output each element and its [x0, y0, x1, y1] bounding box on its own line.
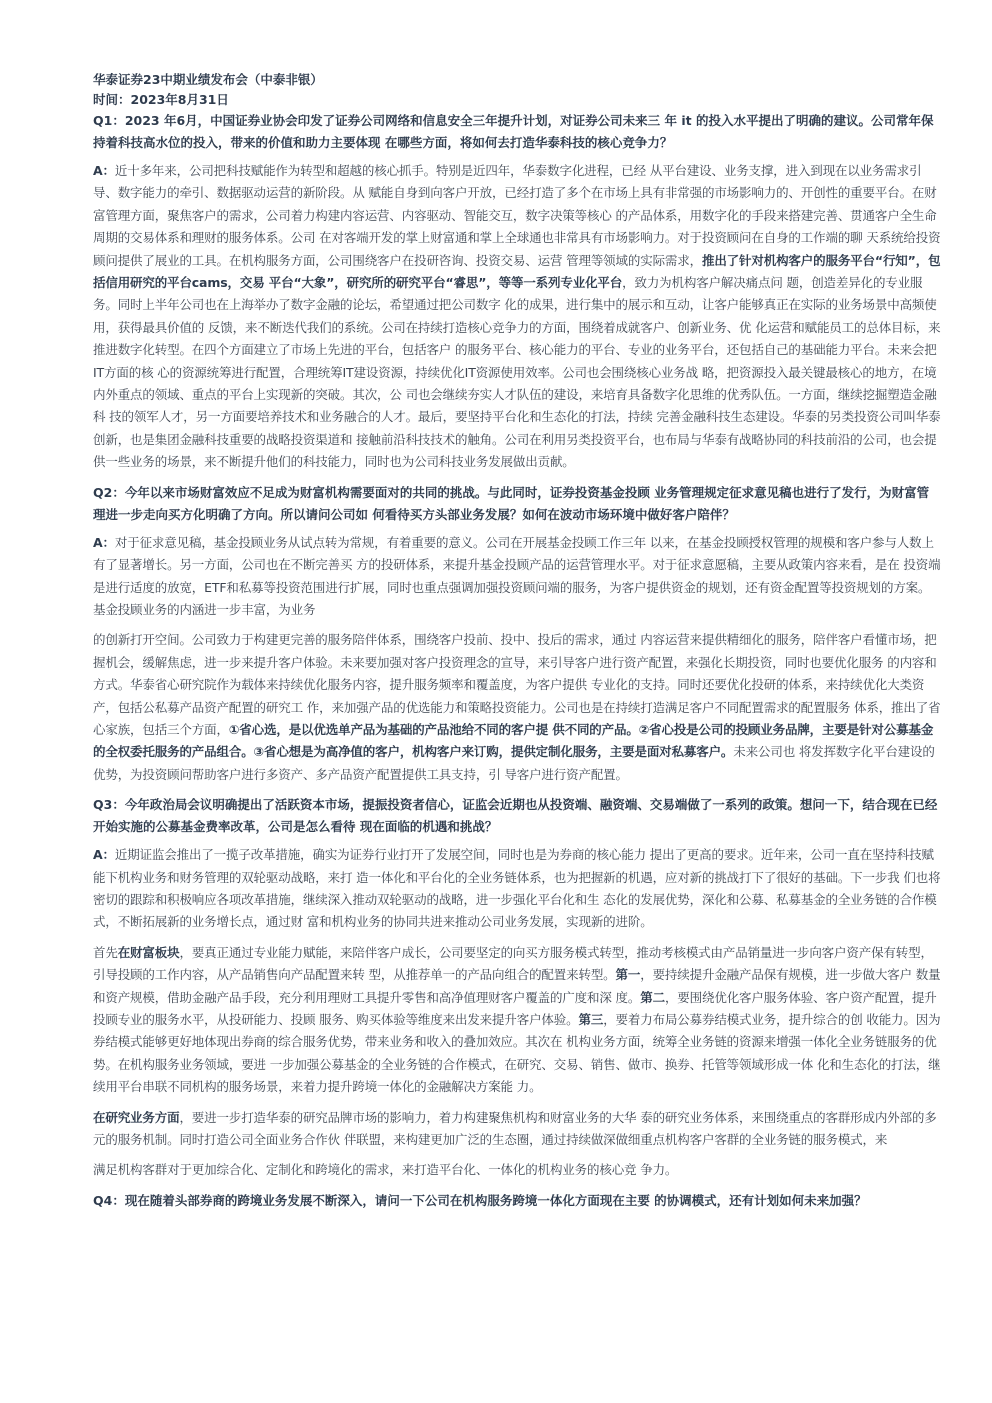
bold-text: 第一 [615, 967, 641, 983]
bold-text: 推出了针对机构客户的服务平台“行知”，包括信用研究的平台cams，交易 平台“大象”，研究所的研究平台“睿思”，等等一系列专业化平台 [93, 252, 941, 291]
answer-paragraph [93, 1107, 941, 1152]
bold-text: Q1：2023 年6月，中国证券业协会印发了证券公司网络和信息安全三年提升计划，对证券公司未来三 年 it 的投入水平提出了明确的建议。公司常年保持着科技高水位的投入，带来的价值和助力主要体现 在哪些方面，将如何去打造华泰科技的核心竞争力？ [93, 113, 934, 150]
question-paragraph [93, 482, 941, 526]
body-text: ，要着力布局公募券结模式业务，提升综合的创 收能力。因为券结模式能够更好地体现出券商的综合服务优势，带来业务和收入的叠加效应。其次在 机构业务方面，统筹全业务链的资源来增强一体化全业务链服务的优势。在机构服务业务领域，要进 一步加强公募基金的全业务链的合作模式，在研究、交易、销售、做市、换券、托管等领域形成一体 化和生态化的打法，继续用平台串联不同机构的服务场景，来着力提升跨境一体化的金融解决方案能 力。 [93, 1012, 941, 1095]
bold-text: 在财富板块 [117, 944, 180, 960]
body-text: ，要真正通过专业能力赋能，来陪伴客户成长，公司要坚定的向买方服务模式转型，推动考核模式由产品销量进一步向客户资产保有转型，引导投顾的工作内容，从产品销售向产品配置来转 型，从推荐单一的产品向组合的配置来转型。 [93, 944, 933, 983]
body-text: ，要持续提升金融产品保有规模，进一步做大客户 数量和资产规模，借助金融产品手段，充分利用理财工具提升零售和高净值理财客户覆盖的广度和深 度。 [93, 967, 941, 1005]
document-date: 时间：2023年8月31日 [93, 92, 229, 107]
document-page [93, 70, 941, 1218]
bold-text: ①省心选，是以优选单产品为基础的产品池给不同的客户提 供不同的产品。②省心投是公司的投顾业务品牌，主要是针对公募基金的全权委托服务的产品组合。③省心想是为高净值的客户，机构客户来订购，提供定制化服务，主要是面对私募客户。 [93, 721, 934, 760]
body-text: 的创新打开空间。公司致力于构建更完善的服务陪伴体系，围绕客户投前、投中、投后的需求，通过 内容运营来提供精细化的服务，陪伴客户看懂市场，把握机会，缓解焦虑，进一步来提升客户体验。未来要加强对客户投资理念的宣导，来引导客户进行资产配置，来强化长期投资，同时也要优化服务 的内容和方式。华泰省心研究院作为载体来持续优化服务内容，提升服务频率和覆盖度，为客户提供 专业化的支持。同时还要优化投研的体系，来持续优化大类资产，包括公私募产品资产配置的研究工 作，来加强产品的优选能力和策略投资能力。公司也是在持续打造满足客户不同配置需求的配置服务 体系，推出了省心家族，包括三个方面， [93, 632, 941, 737]
body-text: 未来公司也 将发挥数字化平台建设的优势，为投资顾问帮助客户进行多资产、多产品资产配置提供工具支持，引 导客户进行资产配置。 [93, 744, 935, 782]
answer-paragraph [93, 1159, 941, 1181]
answer-paragraph [93, 942, 941, 1099]
body-text: 对于征求意见稿，基金投顾业务从试点转为常规，有着重要的意义。公司在开展基金投顾工作三年 以来，在基金投顾授权管理的规模和客户参与人数上有了显著增长。另一方面，公司也在不断完善买 方的投研体系，来提升基金投顾产品的运营管理水平。对于征求意愿稿，主要从政策内容来看，是在 投资端是进行适度的放宽，ETF和私募等投资范围进行扩展，同时也重点强调加强投资顾问端的服务，为客户提供资金的规划，还有资金配置等投资规划的方案。基金投顾业务的内涵进一步丰富，为业务 [93, 534, 941, 617]
bold-text: Q2：今年以来市场财富效应不足成为财富机构需要面对的共同的挑战。与此同时，证券投资基金投顾 业务管理规定征求意见稿也进行了发行，为财富管理进一步走向买方化明确了方向。所以请问公司如 何看待买方头部业务发展？如何在波动市场环境中做好客户陪伴？ [93, 484, 930, 522]
bold-text: A： [93, 163, 115, 178]
question-paragraph [93, 110, 941, 154]
bold-text: A： [93, 534, 115, 550]
document-title: 华泰证券23中期业绩发布会（中泰非银） [93, 72, 323, 87]
answer-paragraph [93, 532, 941, 622]
body-text: 近期证监会推出了一揽子改革措施，确实为证券行业打开了发展空间，同时也是为券商的核心能力 提出了更高的要求。近年来，公司一直在坚持科技赋能下机构业务和财务管理的双轮驱动战略，来打 造一体化和平台化的全业务链体系，也为把握新的机遇，应对新的挑战打下了很好的基础。下一步我 们也将密切的跟踪和积极响应各项改革措施，继续深入推动双轮驱动的战略，进一步强化平台化和生 态化的发展优势，深化和公募、私募基金的全业务链的合作模式，不断拓展新的业务增长点，通过财 富和机构业务的协同共进来推动公司业务发展，实现新的进阶。 [93, 847, 941, 930]
answer-paragraph [93, 844, 941, 934]
bold-text: 第三 [578, 1012, 604, 1027]
bold-text: 在研究业务方面 [93, 1109, 180, 1125]
body-text: 近十多年来，公司把科技赋能作为转型和超越的核心抓手。特别是近四年，华泰数字化进程，已经 从平台建设、业务支撑，进入到现在以业务需求引导、数字能力的牵引、数据驱动运营的新阶段。从 赋能自身到向客户开放，已经打造了多个在市场上具有非常强的市场影响力的、开创性的重要平台。在财富管理方面，聚焦客户的需求，公司着力构建内容运营、内容驱动、智能交互，数字决策等核心 的产品体系，用数字化的手段来搭建完善、贯通客户全生命周期的交易体系和理财的服务体系。公司 在对客端开发的掌上财富通和掌上全球通也非常具有市场影响力。对于投资顾问在自身的工作端的聊 天系统给投资顾问提供了展业的工具。在机构服务方面，公司围绕客户在投研咨询、投资交易、运营 管理等领域的实际需求， [93, 163, 941, 268]
question-paragraph [93, 1190, 941, 1212]
body-text: ，要围绕优化客户服务体验、客户资产配置，提升投顾专业的服务水平，从投研能力、投顾 服务、购买体验等维度来出发来提升客户体验。 [93, 989, 937, 1027]
body-text: 首先 [93, 944, 118, 960]
bold-text: A： [93, 847, 115, 863]
body-text: ，致力为机构客户解决痛点问 题，创造差异化的专业服务。同时上半年公司也在上海举办了数字金融的论坛，希望通过把公司数字 化的成果，进行集中的展示和互动，让客户能够真正在实际的业务场景中高频使用，获得最具价值的 反馈，来不断迭代我们的系统。公司在持续打造核心竞争力的方面，围绕着成就客户、创新业务、优 化运营和赋能员工的总体目标，来推进数字化转型。在四个方面建立了市场上先进的平台，包括客户 的服务平台、核心能力的平台、专业的业务平台，还包括自己的基础能力平台。未来会把IT方面的核 心的资源统筹进行配置，合理统筹IT建设资源，持续优化IT资源使用效率。公司也会围绕核心业务战 略，把资源投入最关键最核心的地方，在境内外重点的领域、重点的平台上实现新的突破。其次，公 司也会继续夯实人才队伍的建设，来培育具备数字化思维的优秀队伍。一方面，继续挖掘塑造金融科 技的领军人才，另一方面要培养技术和业务融合的人才。最后，要坚持平台化和生态化的打法，持续 完善金融科技生态建设。华泰的另类投资公司叫华泰创新，也是集团金融科技重要的战略投资渠道和 接触前沿科技技术的触角。公司在利用另类投资平台，也布局与华泰有战略协同的科技前沿的公司，也会提供一些业务的场景，来不断提升他们的科技能力，同时也为公司科技业务发展做出贡献。 [93, 275, 941, 470]
bold-text: Q3：今年政治局会议明确提出了活跃资本市场，提振投资者信心，证监会近期也从投资端、融资端、交易端做了一系列的政策。想问一下，结合现在已经开始实施的公募基金费率改革，公司是怎么看待 现在面临的机遇和挑战？ [93, 797, 938, 835]
question-paragraph [93, 794, 941, 838]
answer-paragraph [93, 629, 941, 786]
bold-text: Q4：现在随着头部券商的跨境业务发展不断深入，请问一下公司在机构服务跨境一体化方面现在主要 的协调模式，还有计划如何未来加强？ [93, 1192, 867, 1208]
answer-paragraph [93, 160, 941, 474]
document-body [93, 110, 941, 1212]
body-text: 满足机构客群对于更加综合化、定制化和跨境化的需求，来打造平台化、一体化的机构业务的核心竞 争力。 [93, 1162, 678, 1178]
body-text: ，要进一步打造华泰的研究品牌市场的影响力，着力构建聚焦机构和财富业务的大华 泰的研究业务体系，来围绕重点的客群形成内外部的多元的服务机制。同时打造公司全面业务合作伙 伴联盟，来构建更加广泛的生态圈，通过持续做深做细重点机构客户客群的全业务链的服务模式，来 [93, 1109, 937, 1148]
bold-text: 第二 [640, 989, 665, 1005]
